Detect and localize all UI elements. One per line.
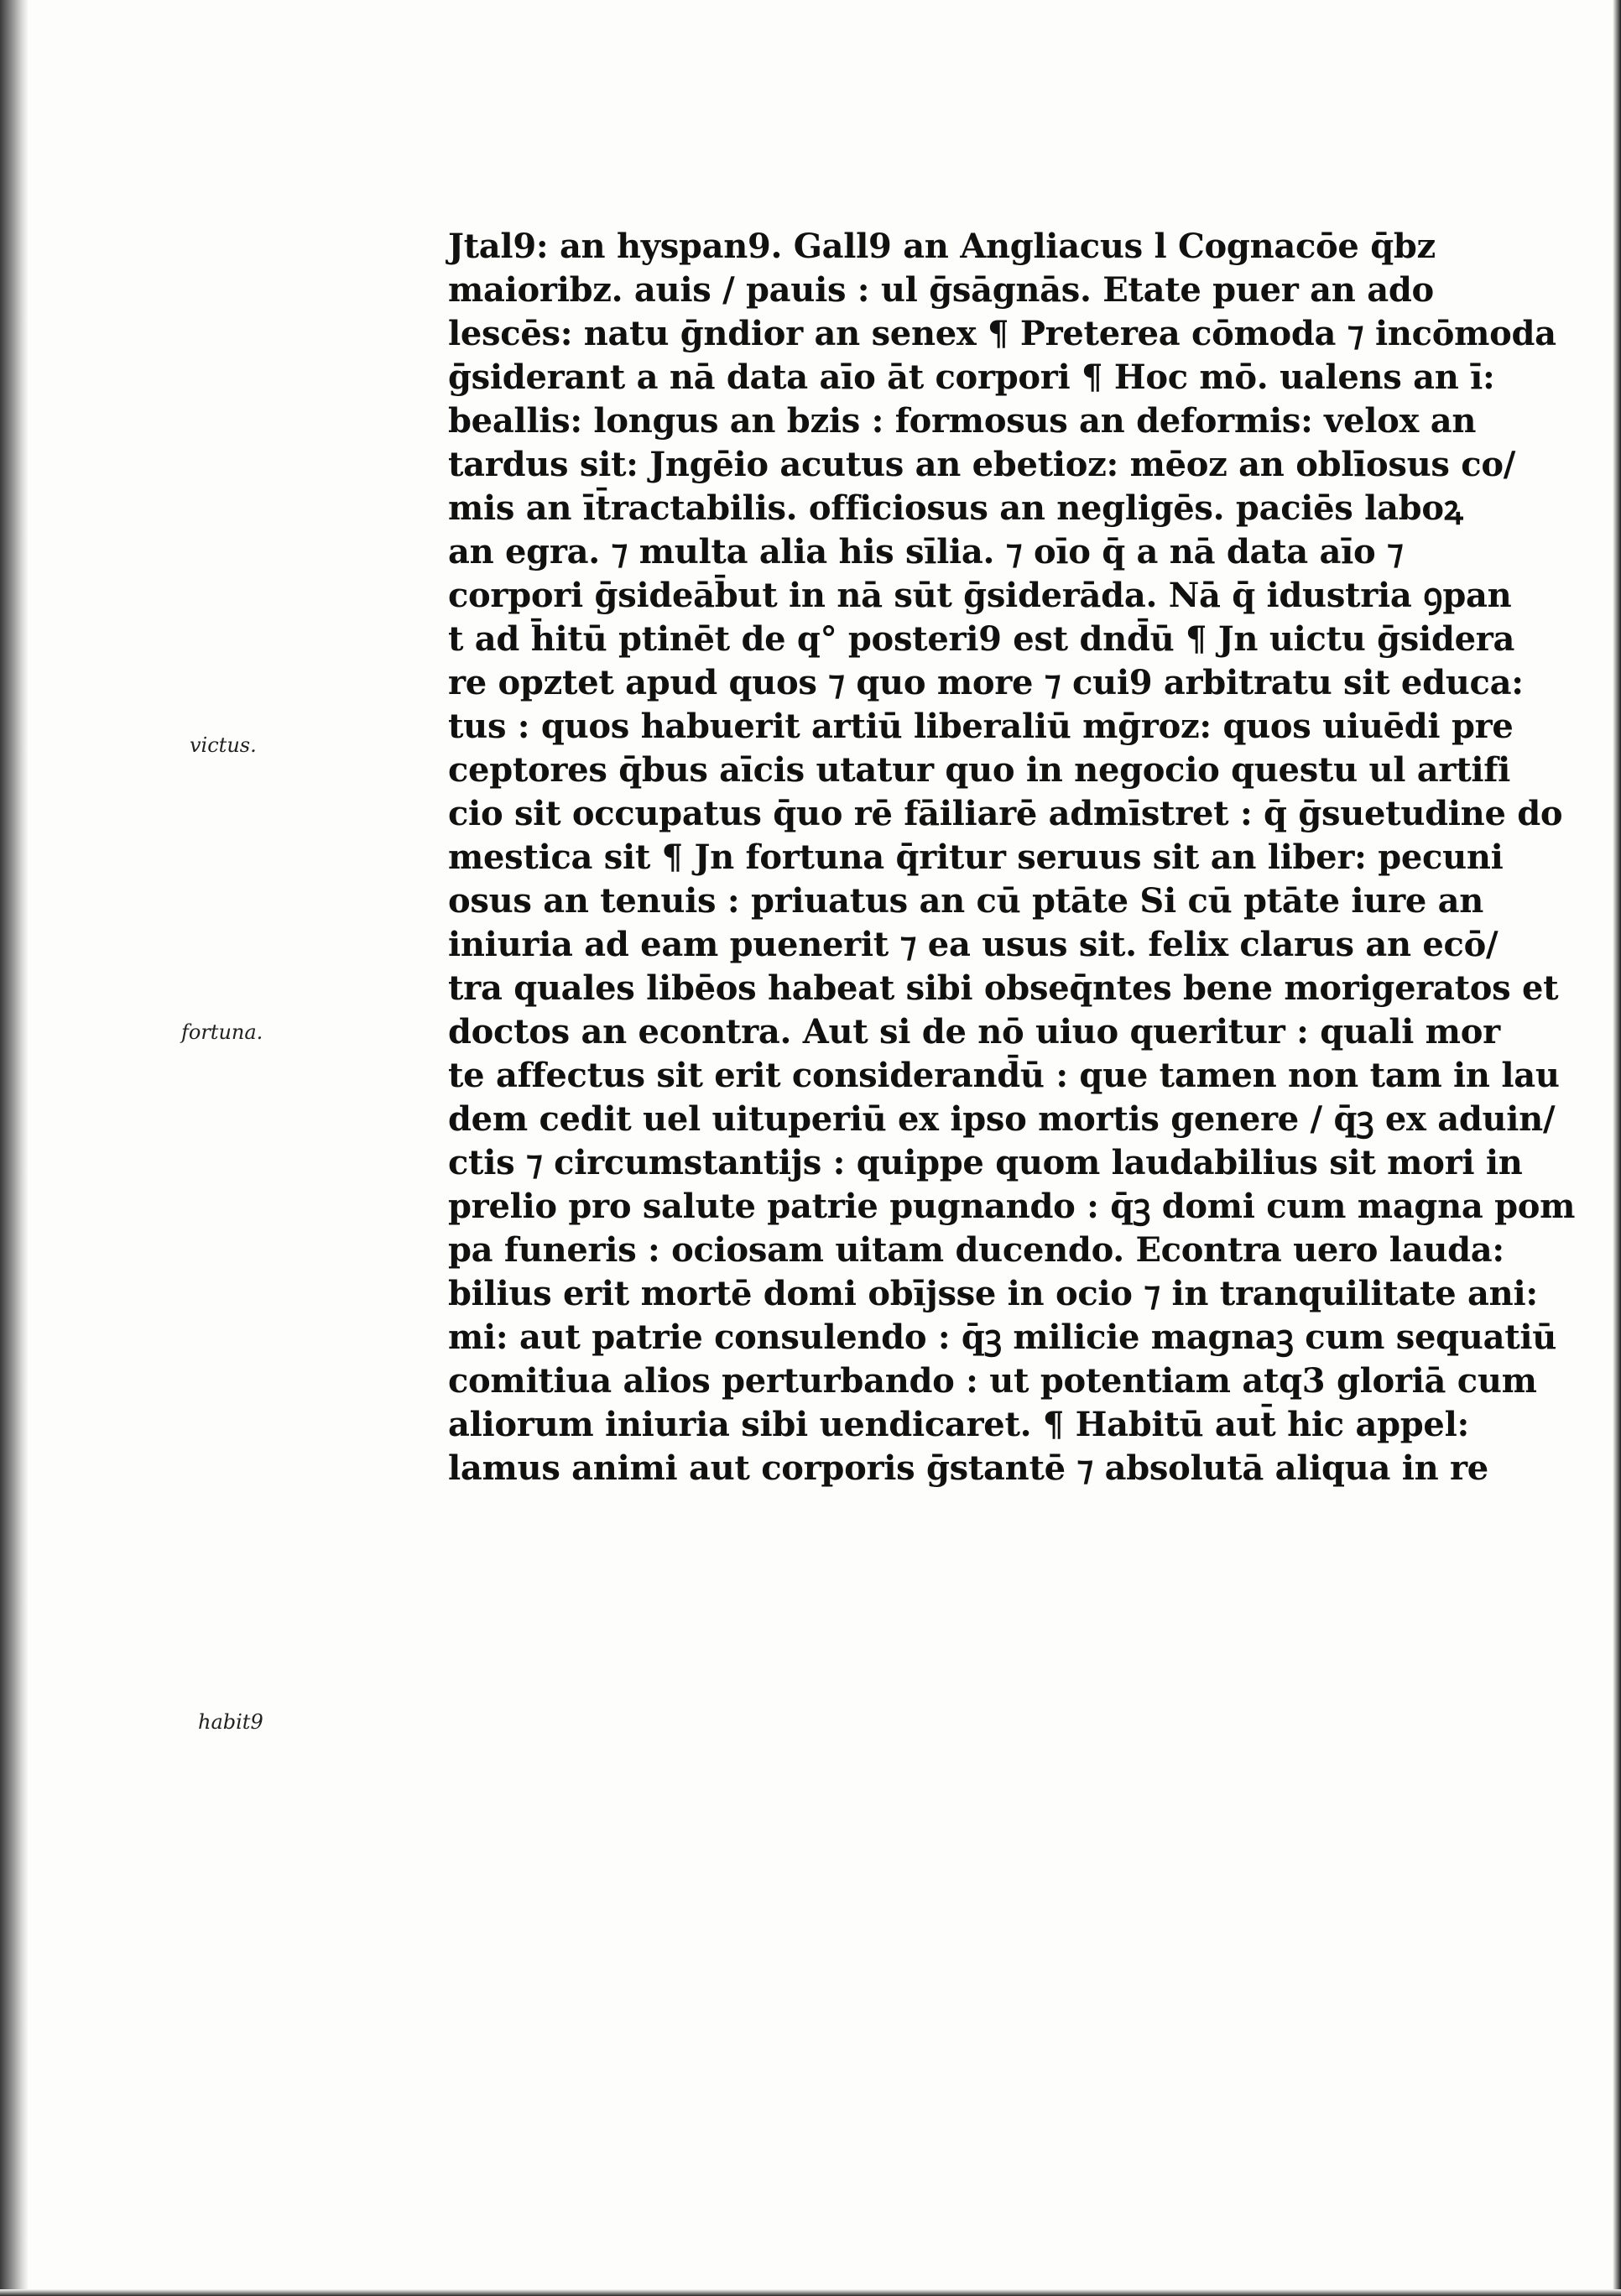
text-line: pa funeris : ociosam uitam ducendo. Econtra uero lauda: (448, 1230, 1504, 1270)
text-line: an egra. ⁊ multa alia his sīlia. ⁊ oīo q̄ a nā data aīo ⁊ (448, 532, 1404, 571)
text-line: tra quales libēos habeat sibi obseq̄ntes bene morigeratos et (448, 968, 1559, 1008)
text-line: comitiua alios perturbando : ut potentiam atq3 gloriā cum (448, 1361, 1537, 1401)
text-line: maioribz. auis / pauis : ul ḡsāgnās. Etate puer an ado (448, 270, 1434, 310)
text-line: aliorum iniuria sibi uendicaret. ¶ Habitū aut̄ hic appel: (448, 1405, 1469, 1444)
text-line: cio sit occupatus q̄uo rē fāiliarē admīstret : q̄ ḡsuetudine do (448, 794, 1563, 833)
text-line: mi: aut patrie consulendo : q̄ꝫ milicie magnaꝫ cum sequatiū (448, 1318, 1557, 1357)
page-bottom-edge (0, 2289, 1621, 2296)
text-line: te affectus sit erit considerand̄ū : que tamen non tam in lau (448, 1056, 1560, 1095)
text-line: Jtal9: an hyspan9. Gall9 an Angliacus l Cognacōe q̄bz (448, 227, 1436, 266)
marginal-note-fortuna: fortuna. (181, 1020, 263, 1044)
main-text-block (448, 225, 1576, 1490)
text-line: ceptores q̄bus aīcis utatur quo in negocio questu ul artifi (448, 750, 1511, 790)
text-line: bilius erit mortē domi obījsse in ocio ⁊ in tranquilitate ani: (448, 1274, 1538, 1313)
text-line: t ad h̄itū ptinēt de q° posteri9 est dnd̄ū ¶ Jn uictu ḡsidera (448, 619, 1515, 659)
text-line: ctis ⁊ circumstantijs : quippe quom laudabilius sit mori in (448, 1143, 1523, 1182)
binding-shadow (0, 0, 29, 2296)
text-line: prelio pro salute patrie pugnando : q̄ꝫ domi cum magna pom (448, 1187, 1576, 1226)
text-line: doctos an econtra. Aut si de nō uiuo queritur : quali mor (448, 1012, 1500, 1051)
text-line: iniuria ad eam puenerit ⁊ ea usus sit. felix clarus an ecō/ (448, 925, 1499, 964)
text-line: dem cedit uel uituperiū ex ipso mortis genere / q̄ꝫ ex aduin/ (448, 1099, 1556, 1139)
marginal-note-victus: victus. (190, 733, 257, 757)
text-line: corpori ḡsideāb̄ut in nā sūt ḡsiderāda. Nā q̄ idustria ꝯpan (448, 576, 1512, 615)
text-line: osus an tenuis : priuatus an cū ptāte Si cū ptāte iure an (448, 881, 1484, 921)
text-line: tardus sit: Jngēio acutus an ebetioz: mēoz an oblīosus co/ (448, 445, 1516, 484)
marginal-note-habitus: habit9 (198, 1710, 263, 1734)
text-line: lamus animi aut corporis ḡstantē ⁊ absolutā aliqua in re (448, 1448, 1488, 1488)
text-line: re opztet apud quos ⁊ quo more ⁊ cui9 arbitratu sit educa: (448, 663, 1524, 702)
text-line: lescēs: natu ḡndior an senex ¶ Preterea cōmoda ⁊ incōmoda (448, 314, 1556, 353)
text-line: tus : quos habuerit artiū liberaliū mḡroz: quos uiuēdi pre (448, 707, 1514, 746)
text-line: mestica sit ¶ Jn fortuna q̄ritur seruus sit an liber: pecuni (448, 838, 1504, 877)
text-line: beallis: longus an bzis : formosus an deformis: velox an (448, 401, 1477, 441)
text-line: ḡsiderant a nā data aīo āt corpori ¶ Hoc mō. ualens an ī: (448, 357, 1495, 397)
text-line: mis an īt̄ractabilis. officiosus an negligēs. paciēs laboꝝ (448, 488, 1463, 528)
page-right-edge (1613, 0, 1621, 2296)
